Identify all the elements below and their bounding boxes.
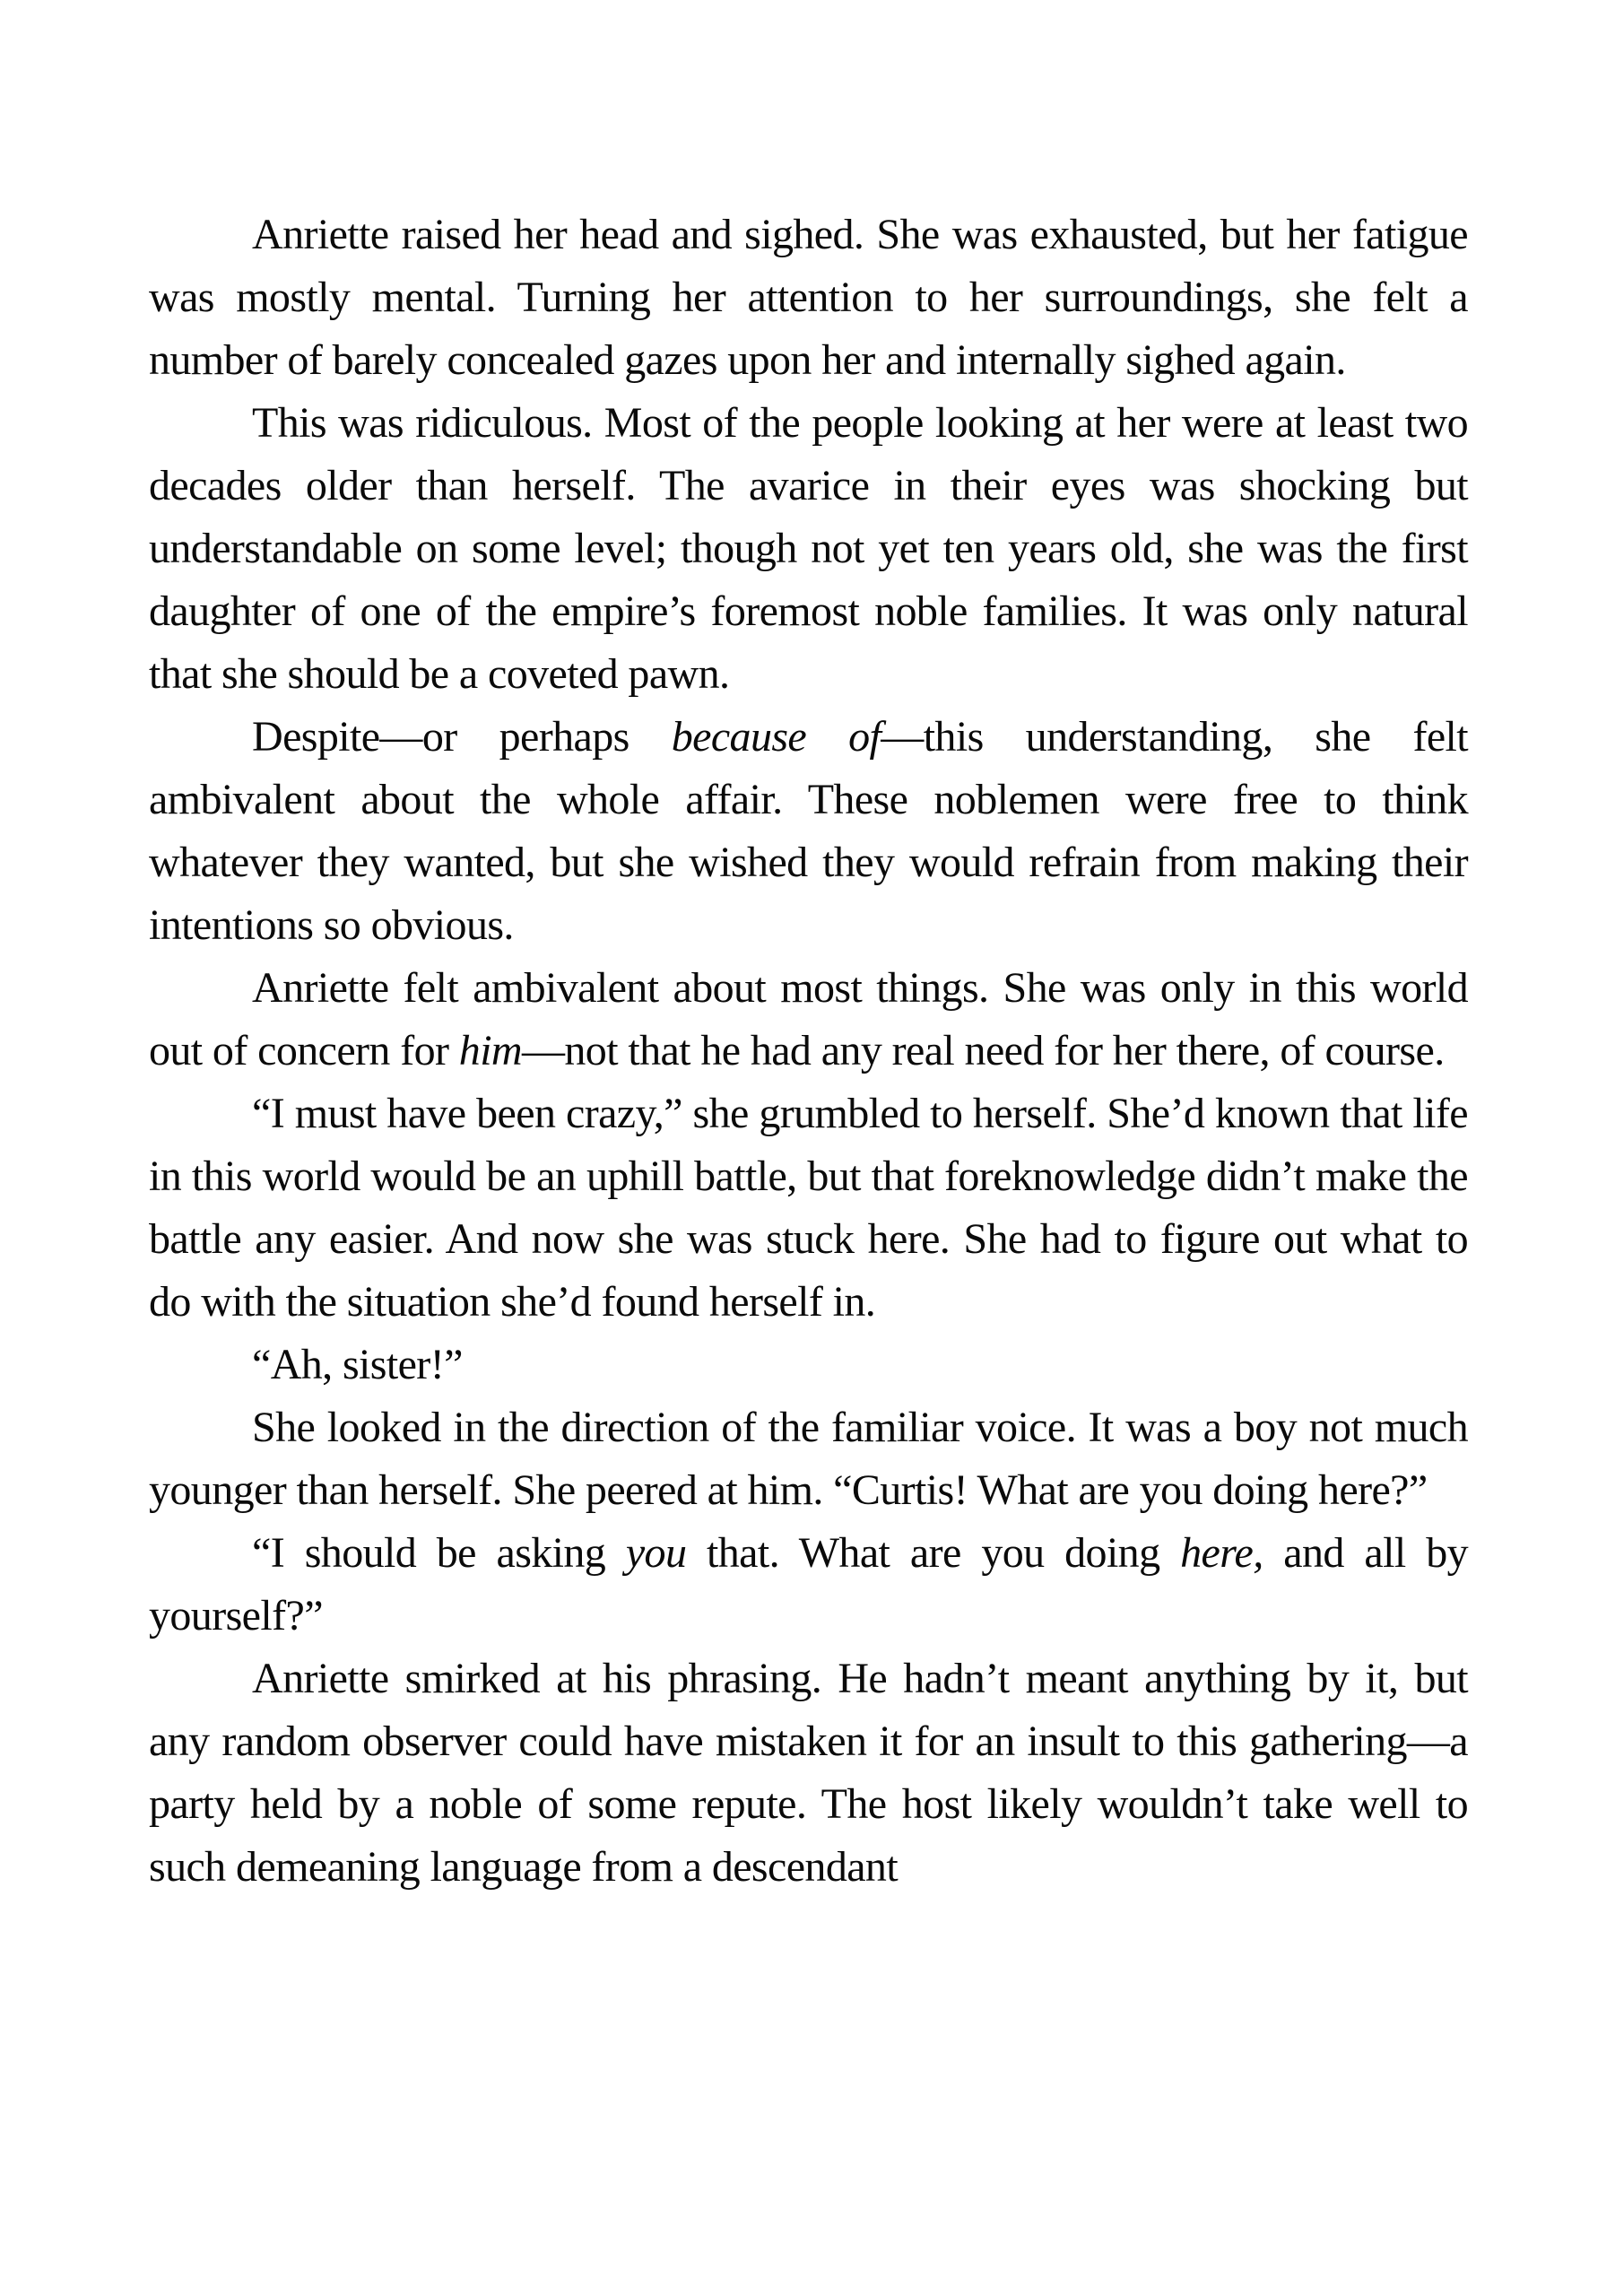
paragraph <box>149 1396 1468 1522</box>
text-run: —this understanding, she felt ambivalent about the whole affair. These noblemen were free to think whatever they wanted, but she wished they would refrain from making their intentions so obvious. <box>149 713 1469 949</box>
paragraph <box>149 1083 1468 1334</box>
italic-text-run: you <box>625 1529 687 1577</box>
text-run: and all by yourself?” <box>149 1529 1468 1639</box>
paragraph <box>149 204 1468 392</box>
paragraph <box>149 706 1468 957</box>
text-run: —not that he had any real need for her there, of course. <box>522 1027 1445 1074</box>
text-run: Anriette felt ambivalent about most things. She was only in this world out of concern for <box>149 964 1468 1074</box>
text-run: She looked in the direction of the familiar voice. It was a boy not much younger than herself. She peered at him. “Curtis! What are you doing here?” <box>149 1404 1468 1514</box>
text-run: Anriette smirked at his phrasing. He hadn’t meant anything by it, but any random observer could have mistaken it for an insult to this gathering—a party held by a noble of some repute. The host likely wouldn’t take well to such demeaning language from a descendant <box>149 1655 1468 1891</box>
paragraph <box>149 957 1468 1083</box>
text-run: This was ridiculous. Most of the people looking at her were at least two decades older than herself. The avarice in their eyes was shocking but understandable on some level; though not yet ten years old, she was the first daughter of one of the empire’s foremost noble families. It was only natural that she should be a coveted pawn. <box>149 399 1468 698</box>
text-run: that. What are you doing <box>686 1529 1181 1577</box>
body-text <box>149 204 1468 1899</box>
italic-text-run: him <box>458 1027 522 1074</box>
text-run: “Ah, sister!” <box>252 1341 463 1388</box>
paragraph <box>149 392 1468 706</box>
italic-text-run: because of <box>671 713 881 761</box>
italic-text-run: here, <box>1180 1529 1263 1577</box>
text-run: Anriette raised her head and sighed. She was exhausted, but her fatigue was mostly mental. Turning her attention to her surroundings, she felt a number of barely concealed gazes upon her and internally sighed again. <box>149 211 1468 384</box>
paragraph <box>149 1648 1468 1899</box>
paragraph <box>149 1522 1468 1648</box>
text-run: “I must have been crazy,” she grumbled to herself. She’d known that life in this world would be an uphill battle, but that foreknowledge didn’t make the battle any easier. And now she was stuck here. She had to figure out what to do with the situation she’d found herself in. <box>149 1090 1468 1326</box>
paragraph <box>149 1334 1468 1396</box>
text-run: Despite—or perhaps <box>252 713 672 761</box>
text-run: “I should be asking <box>252 1529 626 1577</box>
